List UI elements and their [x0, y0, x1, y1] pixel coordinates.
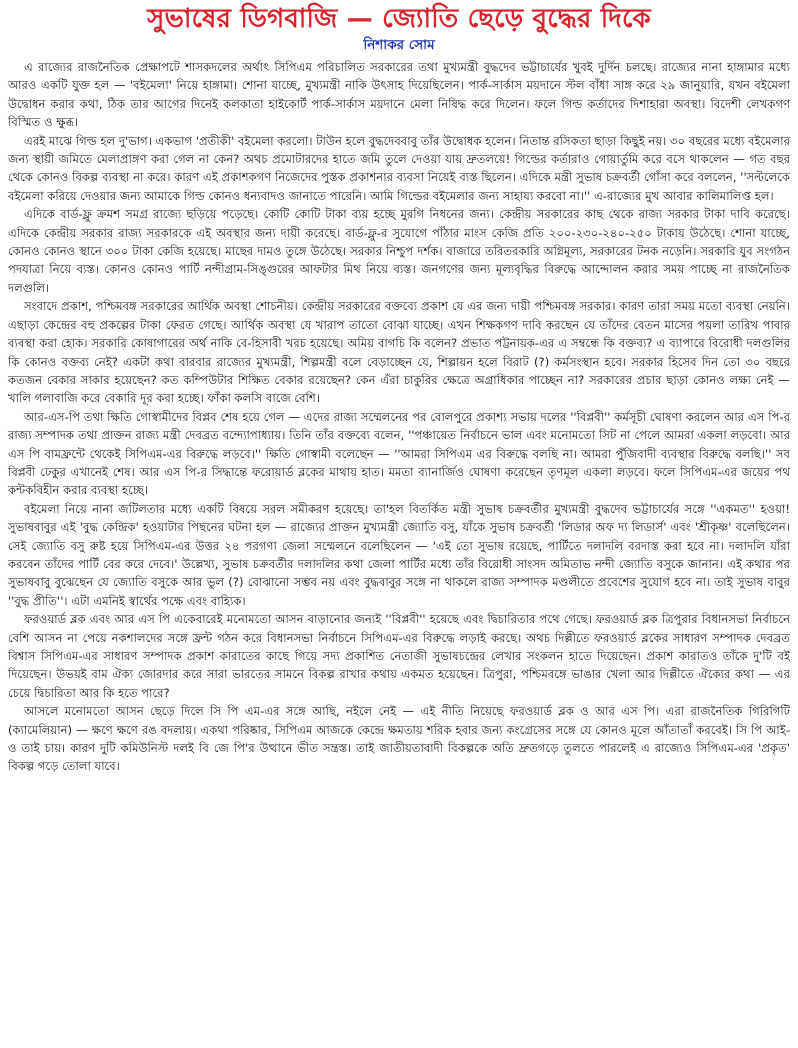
article-paragraph: বইমেলা নিয়ে নানা জটিলতার মধ্যে একটি বিষয়ে সরল সমীকরণ হয়েছে। তা'হল বিতর্কিত মন্ত্রী সুভাষ চক্রবর্তীর মুখ্যমন্ত্রী বুদ্ধদেব ভট্টাচার্যের সঙ্গে ''একমত'' হওয়া! সুভাষবাবুর এই 'বুদ্ধ কেন্দ্রিক' হওয়াটার পিছনের ঘটনা হল — রাজ্যের প্রাক্তন মুখ্যমন্ত্রী জ্যোতি বসু, যাঁকে সুভাষ চক্রবর্তী 'লিডার অফ দ্য লিডার্স' এবং 'শ্রীকৃষ্ণ' বলেছিলেন। সেই জ্যোতি বসু রুষ্ট হয়ে সিপিএম-এর উত্তর ২৪ পরগণা জেলা সম্মেলনে বলেছিলেন — 'এই তো সুভাষ রয়েছে, পার্টিতে দলাদলি বরদাস্ত করা হবে না। দলাদলি যাঁরা করবেন তাঁদের পার্টি বের করে দেবে।' উল্লেখ্য, সুভাষ চক্রবর্তীর দলাদলির কথা জেলা পার্টির মধ্যে তাঁর বিরোধী সাংসদ অমিতাভ নন্দী জ্যোতি বসুকে জানান। এই কথার পর সুভাষবাবু বুঝেছেন যে জ্যোতি বসুকে আর ভুল (?) বোঝানো সম্ভব নয় এবং বুদ্ধবাবুর সঙ্গে না থাকলে রাজ্য সম্পাদক মণ্ডলীতে প্রবেশের সুযোগ হবে না। তাই সুভাষ বাবুর ''বুদ্ধ প্রীতি''। এটা এমনিই স্বার্থের পক্ষে এবং বাহ্যিক। [8, 501, 790, 608]
article-paragraph: এদিকে বার্ড-ফ্লু ক্রমশ সমগ্র রাজ্যে ছড়িয়ে পড়েছে। কোটি কোটি টাকা ব্যয় হচ্ছে মুরগি নিধনের জন্য। কেন্দ্রীয় সরকারের কাছ থেকে রাজ্য সরকার টাকা দাবি করেছে। এদিকে কেন্দ্রীয় সরকার রাজ্য সরকারকে এই অবস্থার জন্য দায়ী করেছে। বার্ড-ফ্লু-র সুযোগে পাঁঠার মাংস কেজি প্রতি ২০০-২৩০-২৪০-২৫০ টাকায় উঠেছে। শোনা যাচ্ছে, কোনও কোনও স্থানে ৩০০ টাকা কেজি হয়েছে। মাছের দামও তুঙ্গে উঠেছে। সরকার নিশ্চুপ দর্শক। বাজারে তরিতরকারি অগ্নিমূল্য, সরকারের টনক নড়েনি। সরকারি যুব সংগঠন পদযাত্রা নিয়ে ব্যস্ত। কোনও কোনও পার্টি নন্দীগ্রাম-সিঙ্গুরের আফটার মিথ নিয়ে ব্যস্ত। জনগণের জন্য মূল্যবৃদ্ধির বিরুদ্ধে আন্দোলন করার সময় পাচ্ছে না রাজনৈতিক দলগুলি। [8, 207, 790, 295]
article-paragraph: এরই মাঝে গিল্ড হল দু'ভাগ। একভাগ 'প্রতীকী' বইমেলা করলো। টাউন হলে বুদ্ধদেববাবু তাঁর উদ্বোধক হলেন। নিতান্ত রসিকতা ছাড়া কিছুই নয়। ৩০ বছরের মধ্যে বইমেলার জন্য স্থায়ী জমিতে মেলাপ্রাঙ্গণ করা গেল না কেন? অথচ প্রমোটারদের হাতে জমি তুলে দেওয়া যায় দ্রুতলয়ে! গিল্ডের কর্তারাও গোয়ার্তুমি করে বসে থাকলেন — গত বছর থেকে কোনও বিকল্প ব্যবস্থা না করে। কারণ এই প্রকাশকগণ নিজেদের পুস্তক প্রকাশনার ব্যবসা নিয়েই ব্যস্ত ছিলেন। এদিকে মন্ত্রী সুভাষ চক্রবর্তী গোঁসা করে বললেন, ''সল্টলেকে বইমেলা করিয়ে দেওয়ার জন্য আমাকে গিল্ড কোনও ধন্যবাদও জানাতে পারেনি। আমি গিল্ডের বইমেলার জন্য সাহায্য করবো না।'' এ-রাজ্যের মুখ আবার কালিমালিপ্ত হল। [8, 133, 790, 203]
article-author: নিশাকর সোম [363, 37, 435, 53]
article-paragraph: এ রাজ্যের রাজনৈতিক প্রেক্ষাপটে শাসকদলের অর্থাৎ সিপিএম পরিচালিত সরকারের তথা মুখ্যমন্ত্রী বুদ্ধদেব ভট্টাচার্যের খুবই দুর্দিন চলছে। রাজ্যের নানা হাঙ্গামার মধ্যে আরও একটি যুক্ত হল — 'বইমেলা' নিয়ে হাঙ্গামা। শোনা যাচ্ছে, মুখ্যমন্ত্রী নাকি উৎসাহ দিয়েছিলেন। পার্ক-সার্কাস ময়দানে স্টল বাঁধা সাঙ্গ করে ২৯ জানুয়ারি, যখন বইমেলা উদ্বোধন করার কথা, ঠিক তার আগের দিনেই কলকাতা হাইকোর্ট পার্ক-সার্কাস ময়দানে মেলা নিষিদ্ধ করে দিলেন। ফলে গিল্ড কর্তাদের দিশাহারা অবস্থা। বিদেশী লেখকগণ বিস্মিত ও ক্ষুব্ধ। [8, 60, 790, 130]
article-body [8, 58, 790, 776]
article-title: সুভাষের ডিগবাজি — জ্যোতি ছেড়ে বুদ্ধের দিকে [147, 4, 651, 34]
article-paragraph: আসলে মনোমতো আসন ছেড়ে দিলে সি পি এম-এর সঙ্গে আছি, নইলে নেই — এই নীতি নিয়েছে ফরওয়ার্ড ব্লক ও আর এস পি। এরা রাজনৈতিক গিরিগিটি (ক্যামেলিয়ান) — ক্ষণে ক্ষণে রঙ বদলায়। একথা পরিষ্কার, সিপিএম আজকে কেন্দ্রে ক্ষমতায় শরিক হবার জন্য কংগ্রেসের সঙ্গে যে কোনও মূলে আঁতাতাঁ করবেই। সি পি আই-ও তাই চায়। কারণ দুটি কমিউনিস্ট দলই বি জে পি'র উত্থানে ভীত সন্ত্রস্ত। তাই জাতীয়তাবাদী বিকল্পকে অতি দ্রুতগড়ে তুলতে পারলেই এ রাজ্যেও সিপিএম-এর 'প্রকৃত' বিকল্প গড়ে তোলা যাবে। [8, 704, 790, 774]
article-paragraph: ফরওয়ার্ড ব্লক এবং আর এস পি একেবারেই মনোমতো আসন বাড়ানোর জন্যই ''বিপ্লবী'' হয়েছে এবং দ্বিচারিতার পথে গেছে। ফরওয়ার্ড ব্লক ত্রিপুরার বিধানসভা নির্বাচনে বেশি আসন না পেয়ে নকশালদের সঙ্গে ফ্রন্ট গঠন করে বিধানসভা নির্বাচনে সিপিএম-এর বিরুদ্ধে লড়াই করছে। অথচ দিল্লীতে ফরওয়ার্ড ব্লকের সাধারণ সম্পাদক দেবব্রত বিশ্বাস সিপিএম-এর সাধারণ সম্পাদক প্রকাশ কারাতের কাছে গিয়ে সদ্য প্রকাশিত নেতাজী সুভাষচন্দ্রের লেখার সংকলন হাতে দিয়েছেন। প্রকাশ কারাতও তাঁকে দু'টি বই দিয়েছেন। উভয়ই বাম ঐক্য জোরদার করে সারা ভারতের সামনে বিকল্প রাখার কথায় একমত হয়েছেন। ত্রিপুরা, পশ্চিমবঙ্গে ভাঙার খেলা আর দিল্লীতে ঐক্যের কথা — এর চেয়ে দ্বিচারিতা আর কি হতে পারে? [8, 612, 790, 700]
article-page [8, 0, 790, 776]
article-paragraph: সংবাদে প্রকাশ, পশ্চিমবঙ্গ সরকারের আর্থিক অবস্থা শোচনীয়। কেন্দ্রীয় সরকারের বক্তব্যে প্রকাশ যে এর জন্য দায়ী পশ্চিমবঙ্গ সরকার। কারণ তারা সময় মতো ব্যবস্থা নেয়নি। এছাড়া কেন্দ্রের বহু প্রকল্পের টাকা ফেরত গেছে। আর্থিক অবস্থা যে খারাপ তাতো বোঝা যাচ্ছে। এখন শিক্ষকগণ দাবি করছেন যে তাঁদের বেতন মাসের পয়লা তারিখ পাবার ব্যবস্থা করা হোক। সরকারি কোষাগারের অর্থ নাকি বে-হিসাবী খরচ হয়েছে। অমিয় বাগচি কি বলেন? প্রভাত পট্টনায়ক-এর এ সম্বন্ধে কি বক্তব্য? এ ব্যাপারে বিরোধী দলগুলির কি কোনও বক্তব্য নেই? একটা কথা বারবার রাজ্যের মুখ্যমন্ত্রী, শিল্পমন্ত্রী বলে বেড়াচ্ছেন যে, শিল্পায়ন হলে বিরাট (?) কর্মসংস্থান হবে। সরকার হিসেব দিন তো ৩০ বছরে কতজন বেকার সাকার হয়েছেন? কত কম্পিউটার শিক্ষিত বেকার রয়েছেন? কেন এঁরা চাকুরির ক্ষেত্রে অগ্রাধিকার পাচ্ছেন না? সরকারের প্রচার ছাড়া কোনও লক্ষ্য নেই — খালি গলাবাজি করে বেকারি দূর করা হচ্ছে। ফাঁকা কলসি বাজে বেশি। [8, 299, 790, 406]
article-paragraph: আর-এস-পি তথা ক্ষিতি গোস্বামীদের বিপ্লব শেষ হয়ে গেল — এদের রাজ্য সম্মেলনের পর বোলপুরে প্রকাশ্য সভায় দলের ''বিপ্লবী'' কর্মসূচী ঘোষণা করলেন আর এস পি-র রাজ্য সম্পাদক তথা প্রাক্তন রাজ্য মন্ত্রী দেবব্রত বন্দ্যোপাধ্যায়। তিনি তাঁর বক্তব্যে বলেন, ''পঞ্চায়েত নির্বাচনে ভাল এবং মনোমতো সিট না পেলে আমরা একলা লড়বো। আর এস পি বামফ্রন্টে থেকেই সিপিএম-এর বিরুদ্ধে লড়বে।'' ক্ষিতি গোস্বামী বলেছেন — ''আমরা সিপিএম এর বিরুদ্ধে বলছি না। আমরা পুঁজিবাদী ব্যবস্থার বিরুদ্ধে বলছি।'' সব বিপ্লবী ঢেকুর এখানেই শেষ। আর এস পি-র সিদ্ধান্তে ফরোয়ার্ড ব্লকের মাথায় হাত। মমতা ব্যানার্জিও ঘোষণা করেছেন তৃণমূল একলা লড়বে। ফলে সিপিএম-এর জয়ের পথ কন্টকবিহীন করার ব্যবস্থা হচ্ছে। [8, 409, 790, 498]
